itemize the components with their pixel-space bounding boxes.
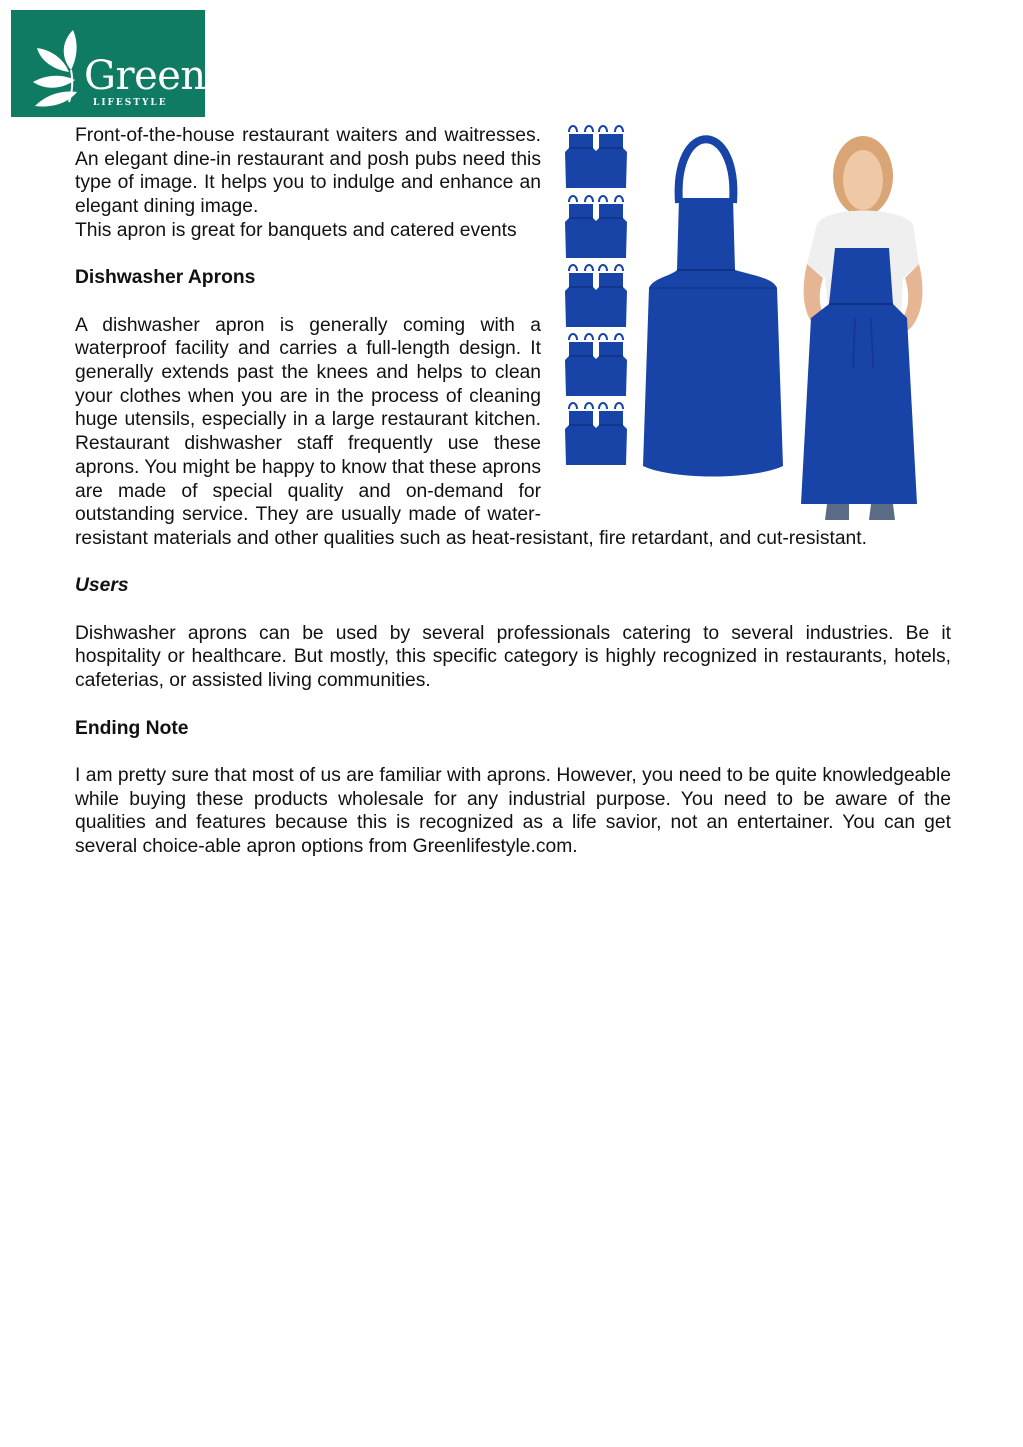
model-wearing-apron	[801, 136, 922, 520]
logo-wordmark: Green	[84, 53, 206, 99]
dishwasher-aprons-paragraph: A dishwasher apron is generally coming with a waterproof facility and carries a full-length design. It generally extends past the knees and helps to clean your clothes when you are in the process of cleaning huge utensils, especially in a large restaurant kitchen. Restaurant dishwasher staff frequently use these aprons. You might be happy to know that these aprons are made of special quality and on-demand for outstanding service. They are usually made of water-resistant materials and other qualities such as heat-resistant, fire retardant, and cut-resistant.	[75, 314, 867, 549]
large-apron	[643, 139, 783, 476]
green-lifestyle-logo	[11, 10, 205, 117]
heading-users: Users	[75, 575, 129, 597]
heading-ending-note: Ending Note	[75, 717, 189, 739]
article-body	[75, 124, 951, 859]
logo-subtitle: LIFESTYLE	[93, 98, 168, 108]
small-aprons-grid	[565, 126, 627, 465]
users-paragraph: Dishwasher aprons can be used by several professionals catering to several industries. Be it hospitality or healthcare. But mostly, this specific category is highly recognized in restaurants, hotels, cafeterias, or assisted living communities.	[75, 622, 951, 692]
intro-note: This apron is great for banquets and catered events	[75, 219, 517, 241]
heading-dishwasher-aprons: Dishwasher Aprons	[75, 267, 256, 289]
intro-paragraph: Front-of-the-house restaurant waiters and waitresses. An elegant dine-in restaurant and posh pubs need this type of image. It helps you to indulge and enhance an elegant dining image.	[75, 125, 541, 218]
apron-product-image	[565, 124, 951, 520]
ending-note-paragraph: I am pretty sure that most of us are familiar with aprons. However, you need to be quite knowledgeable while buying these products wholesale for any industrial purpose. You need to be aware of the qualities and features because this is recognized as a life savior, not an entertainer. You can get several choice-able apron options from Greenlifestyle.com.	[75, 764, 951, 857]
